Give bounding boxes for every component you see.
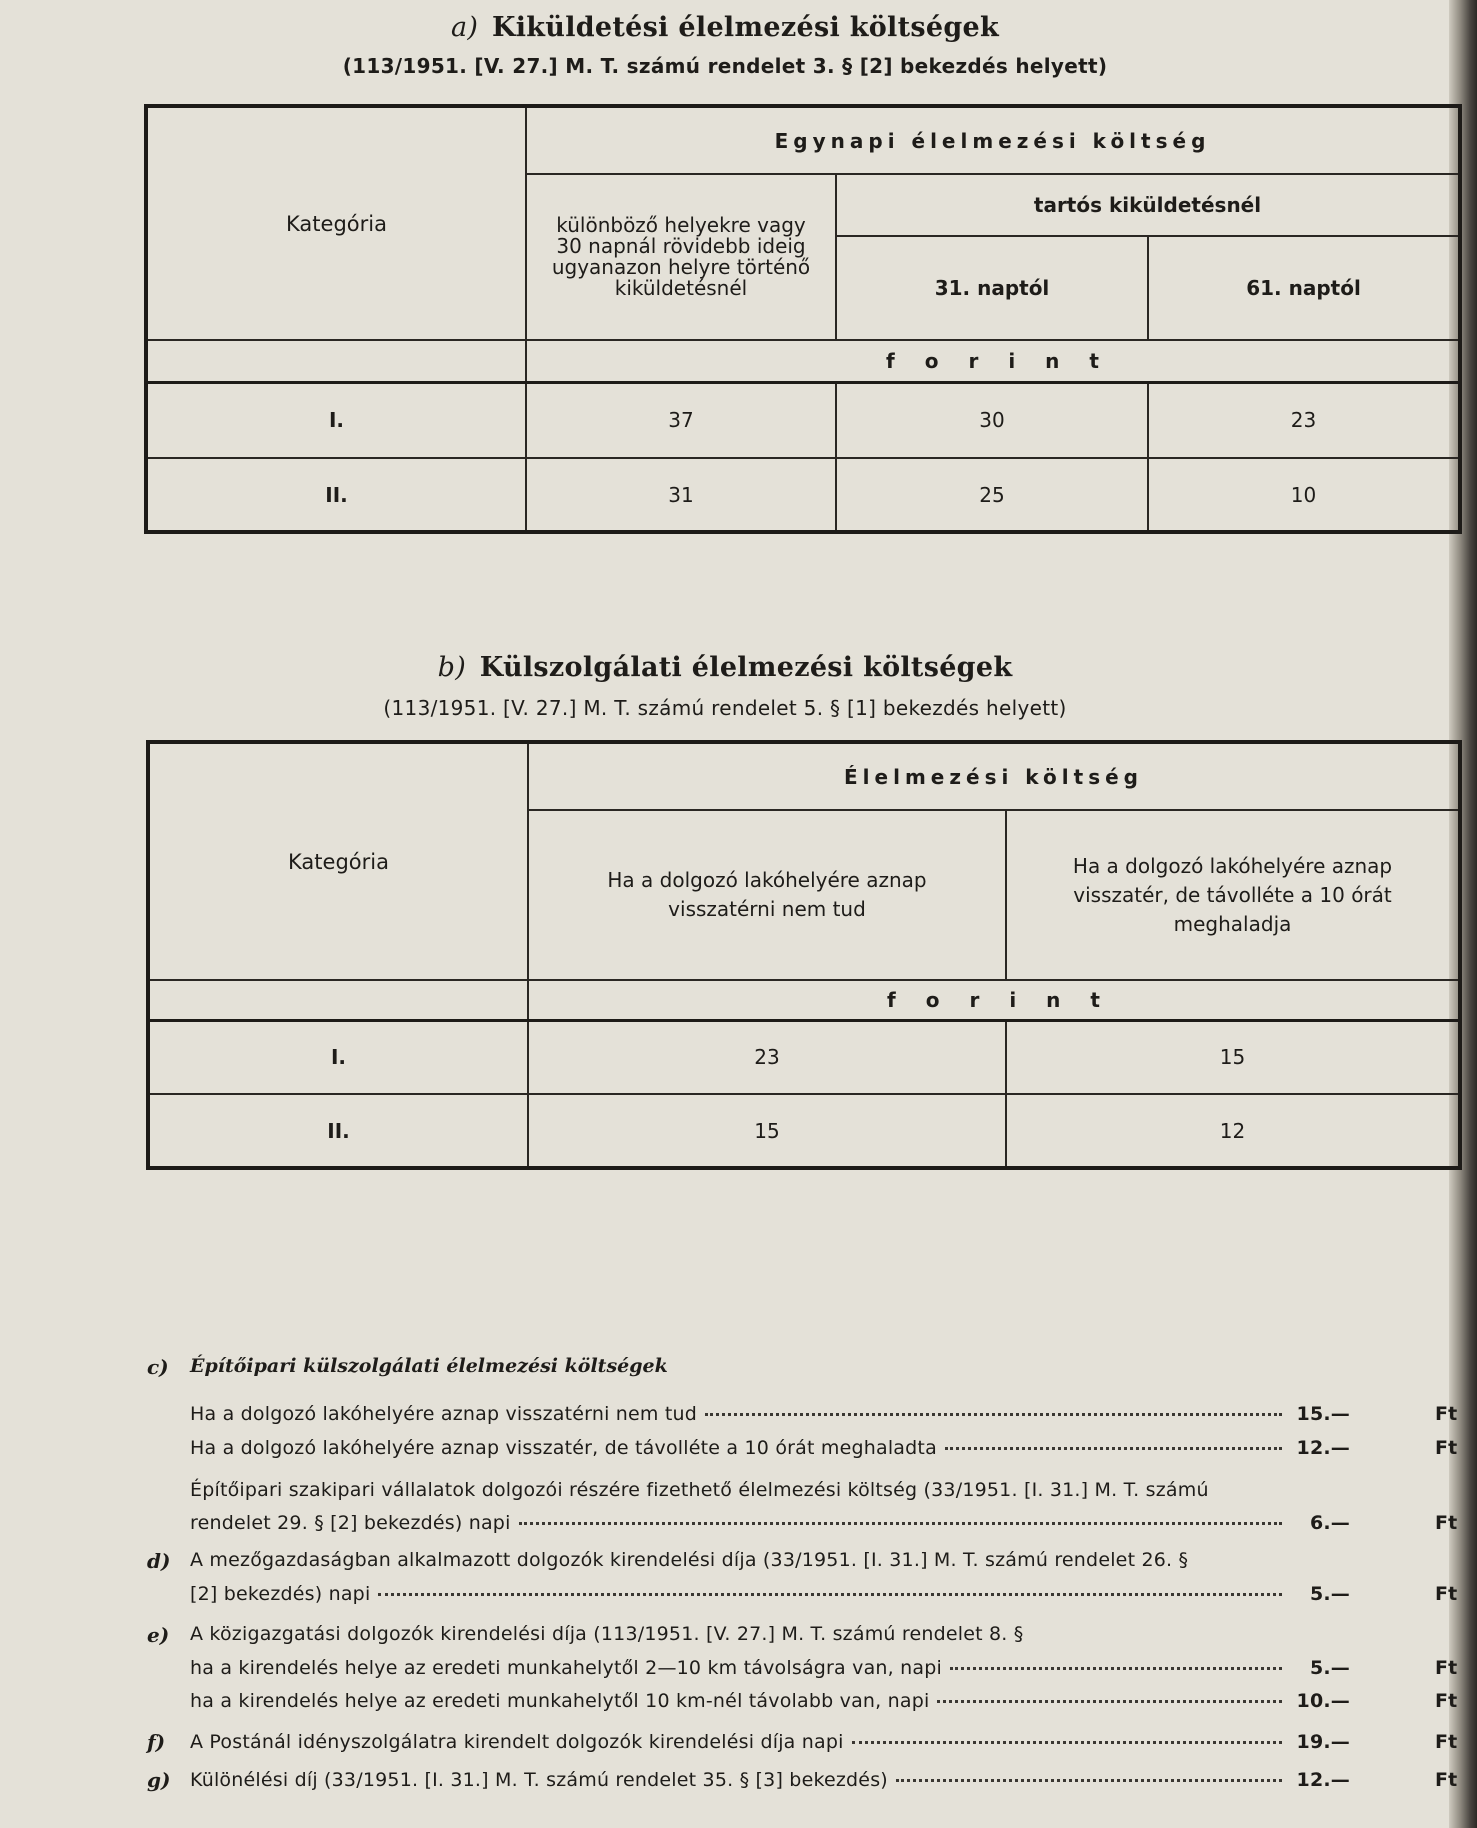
section-e-letter: e) bbox=[147, 1623, 170, 1647]
table-a-col3-header: 61. naptól bbox=[1148, 236, 1460, 340]
table-a-row1-cat: I. bbox=[146, 382, 526, 458]
section-e-line2 bbox=[190, 1657, 1458, 1679]
table-b-row1-cat: I. bbox=[148, 1020, 528, 1094]
section-f-line1-amount: 19.— bbox=[1296, 1731, 1350, 1753]
table-b-col1-header: Ha a dolgozó lakóhelyére aznap visszatérni nem tud bbox=[528, 810, 1006, 980]
table-a-row2-v2: 25 bbox=[836, 458, 1148, 532]
section-c-line3b bbox=[190, 1512, 1458, 1534]
section-e-line3-amount: 10.— bbox=[1296, 1690, 1350, 1712]
section-c-line3b-unit: Ft bbox=[1435, 1512, 1458, 1534]
table-b-row1-v2: 15 bbox=[1006, 1020, 1460, 1094]
table-b-col2-header: Ha a dolgozó lakóhelyére aznap visszatér, de távolléte a 10 órát meghaladja bbox=[1006, 810, 1460, 980]
table-a-unit-spacer bbox=[146, 340, 526, 382]
table-b-main-header: Élelmezési költség bbox=[528, 742, 1460, 810]
section-b-title bbox=[0, 652, 1450, 683]
table-a-row2-cat: II. bbox=[146, 458, 526, 532]
section-d-line2-amount: 5.— bbox=[1309, 1583, 1350, 1605]
table-b-unit-row: forint bbox=[528, 980, 1460, 1020]
table-a-unit-row: forint bbox=[526, 340, 1460, 382]
leader-dots bbox=[705, 1413, 1282, 1416]
table-b-kategoria-header: Kategória bbox=[148, 742, 528, 980]
section-f-line1-unit: Ft bbox=[1435, 1731, 1458, 1753]
table-row bbox=[148, 1094, 1460, 1168]
section-b-subtitle: (113/1951. [V. 27.] M. T. számú rendelet 5. § [1] bekezdés helyett) bbox=[383, 696, 1067, 720]
table-b-unit-spacer bbox=[148, 980, 528, 1020]
leader-dots bbox=[378, 1593, 1282, 1596]
table-row bbox=[146, 458, 1460, 532]
section-g-line1 bbox=[190, 1769, 1458, 1791]
section-e-line2-amount: 5.— bbox=[1309, 1657, 1350, 1679]
section-e-line3-unit: Ft bbox=[1435, 1690, 1458, 1712]
section-c-line1-amount: 15.— bbox=[1296, 1403, 1350, 1425]
section-d-line2-unit: Ft bbox=[1435, 1583, 1458, 1605]
table-b-row2-v1: 15 bbox=[528, 1094, 1006, 1168]
section-a-subtitle: (113/1951. [V. 27.] M. T. számú rendelet 3. § [2] bekezdés helyett) bbox=[342, 54, 1108, 78]
section-b-letter: b) bbox=[437, 652, 467, 683]
table-a bbox=[144, 104, 1462, 534]
table-a-kategoria-header: Kategória bbox=[146, 106, 526, 340]
table-a-col2-header: 31. naptól bbox=[836, 236, 1148, 340]
section-c-line3b-amount: 6.— bbox=[1309, 1512, 1350, 1534]
section-d-letter: d) bbox=[147, 1549, 171, 1573]
section-a-title bbox=[0, 12, 1450, 43]
section-g-line1-unit: Ft bbox=[1435, 1769, 1458, 1791]
section-c-line2 bbox=[190, 1437, 1458, 1459]
section-g-letter: g) bbox=[147, 1768, 171, 1792]
section-c-line3b-text: rendelet 29. § [2] bekezdés) napi bbox=[190, 1512, 511, 1534]
leader-dots bbox=[896, 1779, 1282, 1782]
section-d-line1: A mezőgazdaságban alkalmazott dolgozók kirendelési díja (33/1951. [I. 31.] M. T. számú rendelet 26. § bbox=[190, 1549, 1189, 1571]
table-a-main-header: Egynapi élelmezési költség bbox=[526, 106, 1460, 174]
table-a-row1-v2: 30 bbox=[836, 382, 1148, 458]
leader-dots bbox=[852, 1741, 1282, 1744]
section-d-line2 bbox=[190, 1583, 1458, 1605]
section-c-title: Építőipari külszolgálati élelmezési költségek bbox=[190, 1355, 668, 1377]
table-row bbox=[146, 382, 1460, 458]
section-c-line2-text: Ha a dolgozó lakóhelyére aznap visszatér, de távolléte a 10 órát meghaladta bbox=[190, 1437, 937, 1459]
table-b-row2-v2: 12 bbox=[1006, 1094, 1460, 1168]
section-c-line3a: Építőipari szakipari vállalatok dolgozói részére fizethető élelmezési költség (33/1951. [I. 31.] M. T. számú bbox=[190, 1479, 1209, 1501]
table-b bbox=[146, 740, 1462, 1170]
section-g-line1-amount: 12.— bbox=[1296, 1769, 1350, 1791]
section-f-letter: f) bbox=[147, 1730, 166, 1754]
table-a-col1-header: különböző helyekre vagy 30 napnál rövidebb ideig ugyanazon helyre történő kiküldetésnél bbox=[526, 174, 836, 340]
section-a-title-text: Kiküldetési élelmezési költségek bbox=[491, 12, 999, 43]
section-g-line1-text: Különélési díj (33/1951. [I. 31.] M. T. számú rendelet 35. § [3] bekezdés) bbox=[190, 1769, 888, 1791]
leader-dots bbox=[519, 1522, 1282, 1525]
section-e-line2-unit: Ft bbox=[1435, 1657, 1458, 1679]
leader-dots bbox=[950, 1667, 1282, 1670]
table-a-row2-v3: 10 bbox=[1148, 458, 1460, 532]
table-a-tartos-header: tartós kiküldetésnél bbox=[836, 174, 1460, 236]
table-b-row2-cat: II. bbox=[148, 1094, 528, 1168]
section-c-line2-unit: Ft bbox=[1435, 1437, 1458, 1459]
section-f-line1-text: A Postánál idényszolgálatra kirendelt dolgozók kirendelési díja napi bbox=[190, 1731, 844, 1753]
leader-dots bbox=[937, 1700, 1282, 1703]
table-a-row2-v1: 31 bbox=[526, 458, 836, 532]
section-c-line1-unit: Ft bbox=[1435, 1403, 1458, 1425]
section-c-line1 bbox=[190, 1403, 1458, 1425]
table-row bbox=[148, 1020, 1460, 1094]
section-e-line3-text: ha a kirendelés helye az eredeti munkahelytől 10 km-nél távolabb van, napi bbox=[190, 1690, 930, 1712]
section-c-line2-amount: 12.— bbox=[1296, 1437, 1350, 1459]
section-e-line2-text: ha a kirendelés helye az eredeti munkahelytől 2—10 km távolságra van, napi bbox=[190, 1657, 942, 1679]
table-a-row1-v1: 37 bbox=[526, 382, 836, 458]
section-f-line1 bbox=[190, 1731, 1458, 1753]
section-e-line1: A közigazgatási dolgozók kirendelési díja (113/1951. [V. 27.] M. T. számú rendelet 8. § bbox=[190, 1623, 1024, 1645]
section-d-line2-text: [2] bekezdés) napi bbox=[190, 1583, 371, 1605]
section-c-line1-text: Ha a dolgozó lakóhelyére aznap visszatérni nem tud bbox=[190, 1403, 698, 1425]
section-a-letter: a) bbox=[451, 12, 479, 43]
section-b-title-text: Külszolgálati élelmezési költségek bbox=[479, 652, 1013, 683]
table-a-row1-v3: 23 bbox=[1148, 382, 1460, 458]
section-c-letter: c) bbox=[147, 1355, 169, 1379]
section-e-line3 bbox=[190, 1690, 1458, 1712]
leader-dots bbox=[945, 1447, 1282, 1450]
table-b-row1-v1: 23 bbox=[528, 1020, 1006, 1094]
